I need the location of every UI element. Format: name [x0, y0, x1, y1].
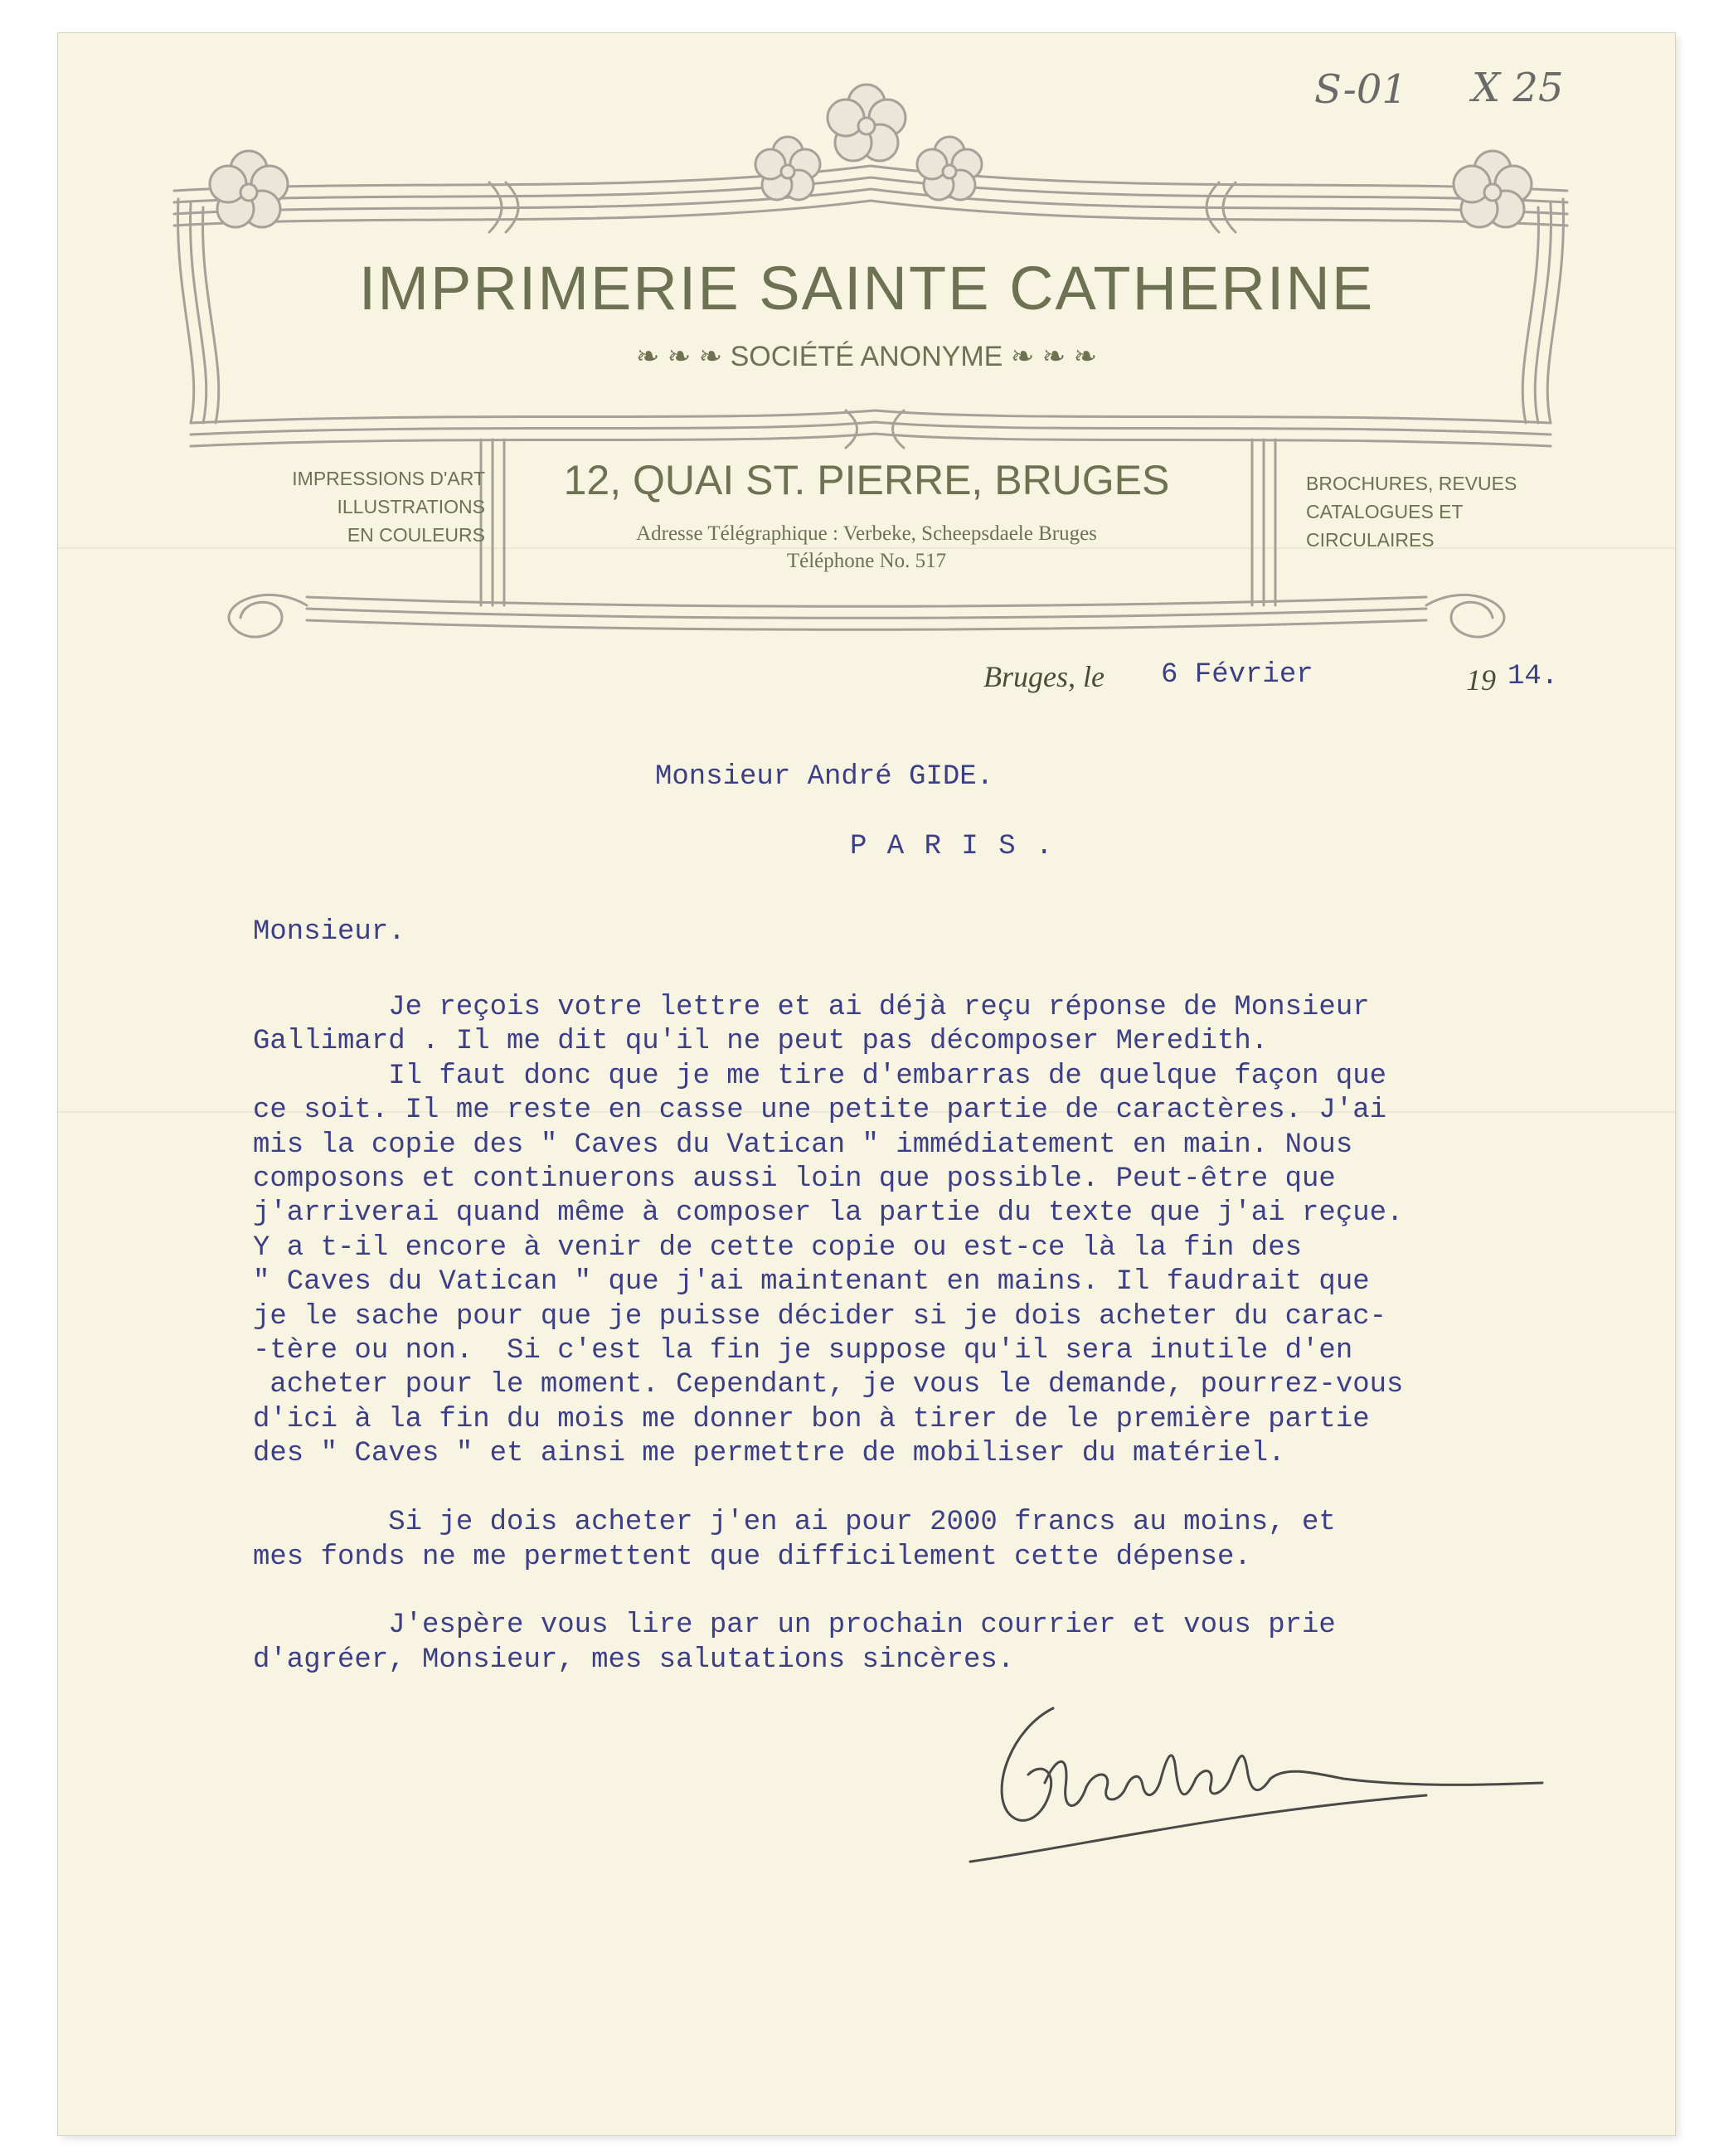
right-services [1306, 469, 1605, 554]
archive-mark-left: S-01 [1314, 66, 1407, 113]
date-year-prefix: 19 [1466, 663, 1496, 697]
recipient-name: Monsieur André GIDE. [655, 761, 994, 793]
service-line: EN COULEURS [347, 524, 485, 546]
date-place-prefix: Bruges, le [983, 660, 1105, 693]
legal-form: SOCIÉTÉ ANONYME [730, 341, 1003, 372]
left-services [203, 464, 485, 549]
legal-form-line [58, 340, 1675, 373]
letter-page [58, 33, 1675, 2135]
date-year-suffix: 14. [1508, 661, 1559, 692]
letter-body: Je reçois votre lettre et ai déjà reçu réponse de Monsieur Gallimard . Il me dit qu'il ne peut pas décomposer Meredith. Il faut donc que je me tire d'embarras de quelque façon que ce soit. Il me reste en casse une petite partie de caractères. J'ai mis la copie des " Caves du Vatican " immédiatement en main. Nous composons et continuerons aussi loin que possible. Peut-être que j'arriverai quand même à composer la partie du texte que j'ai reçue. Y a t-il encore à venir de cette copie ou est-ce là la fin des " Caves du Vatican " que j'ai maintenant en mains. Il faudrait que je le sache pour que je puisse décider si je dois acheter du carac- -tère ou non. Si c'est la fin je suppose qu'il sera inutile d'en acheter pour le moment. Cependant, je vous le demande, pourrez-vous d'ici à la fin du mois me donner bon à tirer de le première partie des " Caves " et ainsi me permettre de mobiliser du matériel. Si je dois acheter j'en ai pour 2000 francs au moins, et mes fonds ne me permettent que difficilement cette dépense. J'espère vous lire par un prochain courrier et vous prie d'agréer, Monsieur, mes salutations sincères. [253, 992, 1404, 1676]
service-line: BROCHURES, REVUES [1306, 473, 1517, 494]
ornament-glyphs-right: ❧ ❧ ❧ [1010, 341, 1098, 372]
date-day-month: 6 Février [1161, 659, 1313, 691]
ornament-glyphs-left: ❧ ❧ ❧ [635, 341, 723, 372]
telegraph-address: Adresse Télégraphique : Verbeke, Scheepsdaele Bruges [636, 522, 1097, 545]
service-line: ILLUSTRATIONS [337, 496, 485, 517]
handwritten-signature [962, 1696, 1575, 1870]
service-line: IMPRESSIONS D'ART [292, 468, 485, 489]
company-address: 12, QUAI ST. PIERRE, BRUGES [563, 457, 1170, 503]
service-line: CIRCULAIRES [1306, 529, 1435, 551]
telephone-number: Téléphone No. 517 [786, 550, 947, 572]
archive-mark-right: X 25 [1472, 65, 1564, 111]
service-line: CATALOGUES ET [1306, 501, 1464, 522]
recipient-city: P A R I S . [850, 831, 1055, 862]
salutation: Monsieur. [253, 916, 405, 948]
company-name: IMPRIMERIE SAINTE CATHERINE [358, 254, 1375, 323]
